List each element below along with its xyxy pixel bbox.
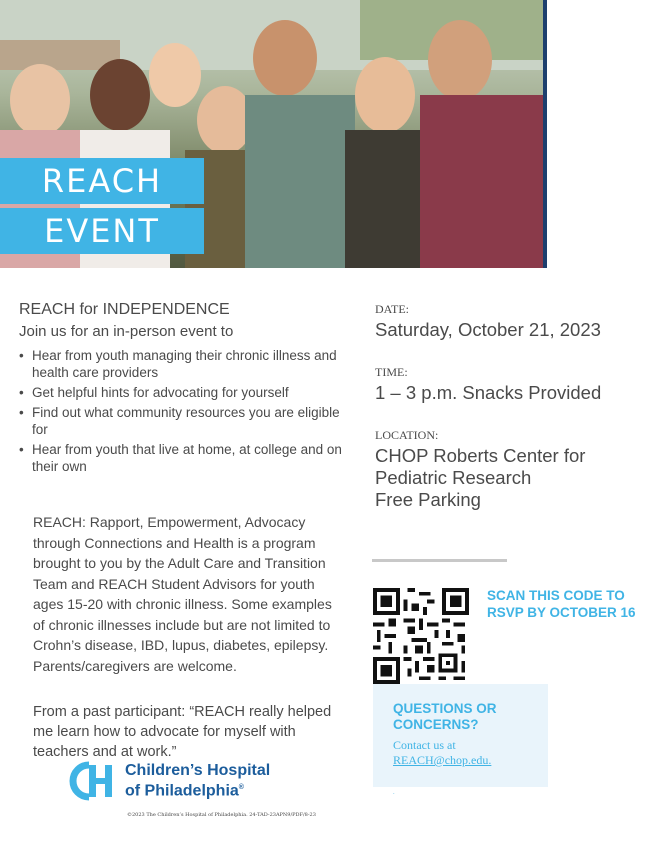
location-label: LOCATION: — [375, 428, 439, 442]
location-line-2: Pediatric Research — [375, 467, 532, 488]
questions-panel — [373, 684, 548, 787]
date-label: DATE: — [375, 302, 409, 316]
logo-line-1: Children’s Hospital — [125, 762, 271, 780]
chop-logo — [67, 760, 270, 802]
program-about: REACH: Rapport, Empowerment, Advocacy through Connections and Health is a program brought to you by the Adult Care and Transition Team and REACH Student Advisors for youth ages 15-20 with chronic illness. Some examples of chronic illnesses include but are not limited to Crohn’s disease, IBD, lupus, diabetes, epilepsy. Parents/caregivers are welcome. — [33, 514, 332, 674]
reach-banner — [0, 158, 204, 204]
hero-edge-bar — [543, 0, 547, 268]
date-value: Saturday, October 21, 2023 — [375, 319, 601, 340]
list-item: • Get helpful hints for advocating for yourself — [19, 384, 349, 401]
location-line-1: CHOP Roberts Center for — [375, 445, 586, 466]
participant-quote: From a past participant: “REACH really helped me learn how to advocate for myself with teachers and at work.” — [33, 704, 332, 760]
contact-label: Contact us at — [393, 738, 456, 752]
banner-line-2: EVENT — [44, 212, 160, 250]
event-bullets — [19, 347, 349, 475]
logo-line-2: of Philadelphia — [125, 782, 239, 800]
time-label: TIME: — [375, 365, 408, 379]
decorative-mark: . — [393, 790, 395, 796]
divider — [372, 559, 507, 562]
rsvp-instructions: SCAN THIS CODE TO RSVP BY OCTOBER 16 — [487, 588, 636, 620]
contact-info — [393, 738, 491, 768]
logo-wordmark — [125, 762, 270, 799]
event-banner — [0, 208, 204, 254]
footer-copyright: ©2023 The Children’s Hospital of Philadelphia. 24-TAD-23APN9/PDF/8-23 — [127, 812, 316, 818]
banner-line-1: REACH — [41, 162, 163, 200]
event-heading: REACH for INDEPENDENCE — [19, 301, 230, 318]
contact-email-link[interactable]: REACH@chop.edu. — [393, 753, 492, 767]
list-item: • Hear from youth managing their chronic illness and health care providers — [19, 347, 349, 381]
time-value: 1 – 3 p.m. Snacks Provided — [375, 382, 602, 403]
logo-registered-mark: ® — [238, 784, 244, 792]
questions-heading: QUESTIONS OR CONCERNS? — [393, 701, 497, 732]
chop-logo-icon — [67, 761, 117, 801]
event-intro: Join us for an in-person event to — [19, 323, 234, 340]
event-details — [375, 302, 625, 511]
event-description — [19, 300, 349, 478]
hero-photo — [0, 0, 543, 268]
location-line-3: Free Parking — [375, 489, 481, 510]
list-item: • Hear from youth that live at home, at college and on their own — [19, 441, 349, 475]
rsvp-qr-code[interactable] — [373, 588, 469, 684]
list-item: • Find out what community resources you are eligible for — [19, 404, 349, 438]
